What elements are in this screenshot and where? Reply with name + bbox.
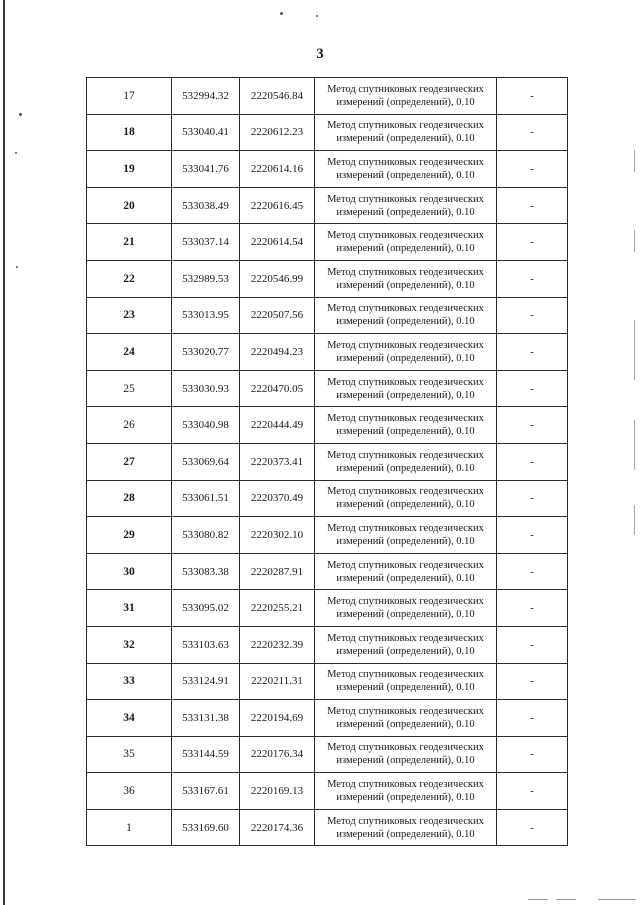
note-cell: - <box>497 260 568 297</box>
coord-y-cell: 2220494.23 <box>240 334 315 371</box>
scan-speck <box>16 266 18 268</box>
coord-y-cell: 2220255.21 <box>240 590 315 627</box>
coord-y-cell: 2220174.36 <box>240 809 315 846</box>
coord-y-cell: 2220546.84 <box>240 78 315 115</box>
method-line-1: Метод спутниковых геодезических <box>327 559 484 571</box>
coord-y-cell: 2220194.69 <box>240 700 315 737</box>
table-row <box>87 334 568 371</box>
method-line-1: Метод спутниковых геодезических <box>327 449 484 461</box>
method-line-2: измерений (определений), 0.10 <box>336 792 475 804</box>
method-line-2: измерений (определений), 0.10 <box>336 279 475 291</box>
table-row <box>87 626 568 663</box>
method-line-1: Метод спутниковых геодезических <box>327 522 484 534</box>
note-cell: - <box>497 334 568 371</box>
coord-x-cell: 533040.41 <box>172 114 240 151</box>
table-row <box>87 517 568 554</box>
note-cell: - <box>497 517 568 554</box>
coord-y-cell: 2220614.16 <box>240 151 315 188</box>
note-cell: - <box>497 78 568 115</box>
method-cell <box>315 187 497 224</box>
method-line-2: измерений (определений), 0.10 <box>336 718 475 730</box>
table-row <box>87 809 568 846</box>
method-line-2: измерений (определений), 0.10 <box>336 609 475 621</box>
method-line-2: измерений (определений), 0.10 <box>336 316 475 328</box>
coord-x-cell: 533131.38 <box>172 700 240 737</box>
coord-y-cell: 2220232.39 <box>240 626 315 663</box>
point-number-cell: 17 <box>87 78 172 115</box>
method-line-2: измерений (определений), 0.10 <box>336 206 475 218</box>
note-cell: - <box>497 809 568 846</box>
point-number-cell: 24 <box>87 334 172 371</box>
coord-x-cell: 533030.93 <box>172 370 240 407</box>
note-cell: - <box>497 553 568 590</box>
method-line-1: Метод спутниковых геодезических <box>327 303 484 315</box>
note-cell: - <box>497 297 568 334</box>
coord-x-cell: 533020.77 <box>172 334 240 371</box>
scan-speck <box>280 12 283 15</box>
method-line-2: измерений (определений), 0.10 <box>336 426 475 438</box>
coord-y-cell: 2220302.10 <box>240 517 315 554</box>
method-cell <box>315 480 497 517</box>
note-cell: - <box>497 224 568 261</box>
method-line-1: Метод спутниковых геодезических <box>327 815 484 827</box>
method-line-2: измерений (определений), 0.10 <box>336 755 475 767</box>
point-number-cell: 31 <box>87 590 172 627</box>
note-cell: - <box>497 407 568 444</box>
point-number-cell: 1 <box>87 809 172 846</box>
table-row <box>87 553 568 590</box>
coord-y-cell: 2220546.99 <box>240 260 315 297</box>
coord-y-cell: 2220470.05 <box>240 370 315 407</box>
coord-x-cell: 533083.38 <box>172 553 240 590</box>
coord-y-cell: 2220370.49 <box>240 480 315 517</box>
point-number-cell: 27 <box>87 443 172 480</box>
scan-mark <box>528 899 548 900</box>
coord-y-cell: 2220614.54 <box>240 224 315 261</box>
method-line-2: измерений (определений), 0.10 <box>336 535 475 547</box>
coord-x-cell: 533169.60 <box>172 809 240 846</box>
method-line-1: Метод спутниковых геодезических <box>327 486 484 498</box>
note-cell: - <box>497 590 568 627</box>
point-number-cell: 36 <box>87 773 172 810</box>
coord-y-cell: 2220287.91 <box>240 553 315 590</box>
coord-x-cell: 533144.59 <box>172 736 240 773</box>
note-cell: - <box>497 736 568 773</box>
method-line-1: Метод спутниковых геодезических <box>327 83 484 95</box>
method-line-2: измерений (определений), 0.10 <box>336 572 475 584</box>
note-cell: - <box>497 443 568 480</box>
coordinates-table <box>86 77 568 846</box>
coord-x-cell: 533080.82 <box>172 517 240 554</box>
method-cell <box>315 407 497 444</box>
coord-x-cell: 533069.64 <box>172 443 240 480</box>
method-cell <box>315 517 497 554</box>
scan-mark <box>634 505 635 535</box>
point-number-cell: 32 <box>87 626 172 663</box>
method-line-1: Метод спутниковых геодезических <box>327 266 484 278</box>
table-row <box>87 224 568 261</box>
coord-y-cell: 2220169.13 <box>240 773 315 810</box>
method-cell <box>315 590 497 627</box>
point-number-cell: 20 <box>87 187 172 224</box>
coord-x-cell: 533040.98 <box>172 407 240 444</box>
method-line-1: Метод спутниковых геодезических <box>327 779 484 791</box>
scan-speck <box>316 15 318 17</box>
table-row <box>87 590 568 627</box>
scan-speck <box>19 113 22 116</box>
method-line-1: Метод спутниковых геодезических <box>327 156 484 168</box>
method-line-1: Метод спутниковых геодезических <box>327 230 484 242</box>
point-number-cell: 19 <box>87 151 172 188</box>
point-number-cell: 34 <box>87 700 172 737</box>
method-line-2: измерений (определений), 0.10 <box>336 389 475 401</box>
point-number-cell: 30 <box>87 553 172 590</box>
method-cell <box>315 700 497 737</box>
scan-mark <box>634 230 635 252</box>
method-line-2: измерений (определений), 0.10 <box>336 169 475 181</box>
table-row <box>87 480 568 517</box>
point-number-cell: 18 <box>87 114 172 151</box>
note-cell: - <box>497 663 568 700</box>
method-line-2: измерений (определений), 0.10 <box>336 828 475 840</box>
coord-x-cell: 532989.53 <box>172 260 240 297</box>
method-cell <box>315 626 497 663</box>
method-cell <box>315 663 497 700</box>
method-line-1: Метод спутниковых геодезических <box>327 632 484 644</box>
table-row <box>87 151 568 188</box>
method-line-2: измерений (определений), 0.10 <box>336 682 475 694</box>
point-number-cell: 25 <box>87 370 172 407</box>
method-cell <box>315 553 497 590</box>
method-cell <box>315 260 497 297</box>
coord-x-cell: 533038.49 <box>172 187 240 224</box>
method-line-1: Метод спутниковых геодезических <box>327 120 484 132</box>
coord-y-cell: 2220612.23 <box>240 114 315 151</box>
method-cell <box>315 736 497 773</box>
method-cell <box>315 297 497 334</box>
method-line-2: измерений (определений), 0.10 <box>336 243 475 255</box>
table-row <box>87 736 568 773</box>
method-line-2: измерений (определений), 0.10 <box>336 133 475 145</box>
scan-edge-line <box>3 0 5 905</box>
coord-y-cell: 2220507.56 <box>240 297 315 334</box>
note-cell: - <box>497 773 568 810</box>
method-line-1: Метод спутниковых геодезических <box>327 742 484 754</box>
method-cell <box>315 114 497 151</box>
method-cell <box>315 773 497 810</box>
page-number: 3 <box>316 46 324 62</box>
table-row <box>87 260 568 297</box>
point-number-cell: 35 <box>87 736 172 773</box>
table-row <box>87 187 568 224</box>
method-line-2: измерений (определений), 0.10 <box>336 499 475 511</box>
coord-y-cell: 2220176.34 <box>240 736 315 773</box>
point-number-cell: 26 <box>87 407 172 444</box>
table-row <box>87 370 568 407</box>
note-cell: - <box>497 114 568 151</box>
coord-x-cell: 533013.95 <box>172 297 240 334</box>
point-number-cell: 22 <box>87 260 172 297</box>
method-line-1: Метод спутниковых геодезических <box>327 669 484 681</box>
coord-x-cell: 532994.32 <box>172 78 240 115</box>
method-line-1: Метод спутниковых геодезических <box>327 339 484 351</box>
coord-y-cell: 2220444.49 <box>240 407 315 444</box>
scan-mark <box>634 150 635 172</box>
table-row <box>87 297 568 334</box>
coord-x-cell: 533124.91 <box>172 663 240 700</box>
note-cell: - <box>497 370 568 407</box>
coord-x-cell: 533041.76 <box>172 151 240 188</box>
method-line-2: измерений (определений), 0.10 <box>336 462 475 474</box>
scan-mark <box>634 420 635 470</box>
scan-speck <box>15 152 17 154</box>
method-cell <box>315 224 497 261</box>
table-row <box>87 663 568 700</box>
method-line-1: Метод спутниковых геодезических <box>327 705 484 717</box>
coord-y-cell: 2220616.45 <box>240 187 315 224</box>
method-cell <box>315 443 497 480</box>
table-row <box>87 700 568 737</box>
point-number-cell: 29 <box>87 517 172 554</box>
table-row <box>87 443 568 480</box>
method-line-1: Метод спутниковых геодезических <box>327 413 484 425</box>
method-line-2: измерений (определений), 0.10 <box>336 352 475 364</box>
note-cell: - <box>497 187 568 224</box>
coord-x-cell: 533061.51 <box>172 480 240 517</box>
method-cell <box>315 151 497 188</box>
method-line-2: измерений (определений), 0.10 <box>336 645 475 657</box>
method-line-1: Метод спутниковых геодезических <box>327 596 484 608</box>
scan-mark <box>556 899 576 900</box>
point-number-cell: 33 <box>87 663 172 700</box>
coord-x-cell: 533095.02 <box>172 590 240 627</box>
method-cell <box>315 334 497 371</box>
note-cell: - <box>497 626 568 663</box>
table-row <box>87 407 568 444</box>
method-line-1: Метод спутниковых геодезических <box>327 193 484 205</box>
coord-y-cell: 2220211.31 <box>240 663 315 700</box>
method-line-2: измерений (определений), 0.10 <box>336 96 475 108</box>
method-cell <box>315 809 497 846</box>
point-number-cell: 21 <box>87 224 172 261</box>
note-cell: - <box>497 480 568 517</box>
point-number-cell: 23 <box>87 297 172 334</box>
table-row <box>87 114 568 151</box>
scan-mark <box>634 320 635 380</box>
method-cell <box>315 78 497 115</box>
coord-x-cell: 533037.14 <box>172 224 240 261</box>
coord-y-cell: 2220373.41 <box>240 443 315 480</box>
scan-mark <box>598 899 636 900</box>
table-row <box>87 773 568 810</box>
method-line-1: Метод спутниковых геодезических <box>327 376 484 388</box>
method-cell <box>315 370 497 407</box>
coord-x-cell: 533167.61 <box>172 773 240 810</box>
point-number-cell: 28 <box>87 480 172 517</box>
table-row <box>87 78 568 115</box>
coord-x-cell: 533103.63 <box>172 626 240 663</box>
note-cell: - <box>497 151 568 188</box>
note-cell: - <box>497 700 568 737</box>
